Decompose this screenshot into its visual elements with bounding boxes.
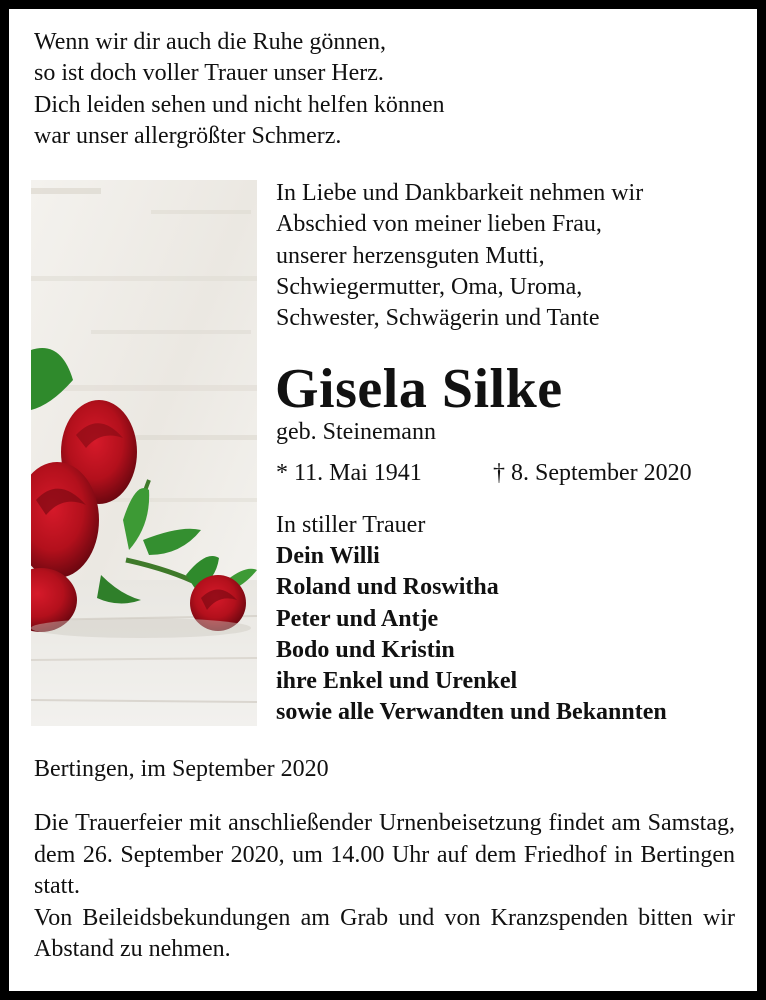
mourner-name: Dein Willi <box>276 543 380 569</box>
death-date: † 8. September 2020 <box>493 460 692 486</box>
poem-line: Dich leiden sehen und nicht helfen können <box>34 91 445 118</box>
obituary-notice <box>9 9 757 991</box>
birth-date: * 11. Mai 1941 <box>276 460 422 486</box>
mourner-name: Bodo und Kristin <box>276 636 455 663</box>
condolence-paragraph: Von Beileidsbekundungen am Grab und von Kranzspenden bitten wir Abstand zu nehmen. <box>34 904 735 962</box>
intro-line: unserer herzensguten Mutti, <box>276 242 545 269</box>
mourners-list <box>276 541 667 729</box>
mourner-name: sowie alle Verwandten und Bekannten <box>276 699 667 726</box>
intro-line: Schwester, Schwägerin und Tante <box>276 305 600 332</box>
ceremony-paragraph: Die Trauerfeier mit anschließender Urnenbeisetzung findet am Samstag, dem 26. September 2020, um 14.00 Uhr auf dem Friedhof in Bertingen statt. <box>34 810 735 899</box>
poem-line: Wenn wir dir auch die Ruhe gönnen, <box>34 29 386 55</box>
mourner-name: Roland und Roswitha <box>276 574 499 601</box>
roses-photo <box>31 180 257 726</box>
intro-line: Schwiegermutter, Oma, Uroma, <box>276 273 583 300</box>
poem <box>34 27 634 152</box>
poem-line: so ist doch voller Trauer unser Herz. <box>34 60 384 87</box>
mourner-name: ihre Enkel und Urenkel <box>276 668 518 695</box>
mourners-heading: In stiller Trauer <box>276 512 426 538</box>
ceremony-info <box>34 808 735 966</box>
birth-name: geb. Steinemann <box>276 419 436 445</box>
farewell-intro <box>276 178 746 334</box>
mourner-name: Peter und Antje <box>276 605 439 632</box>
place-and-date: Bertingen, im September 2020 <box>34 756 329 782</box>
intro-line: Abschied von meiner lieben Frau, <box>276 211 602 238</box>
intro-line: In Liebe und Dankbarkeit nehmen wir <box>276 180 644 206</box>
deceased-name: Gisela Silke <box>275 358 563 420</box>
poem-line: war unser allergrößter Schmerz. <box>34 122 342 149</box>
